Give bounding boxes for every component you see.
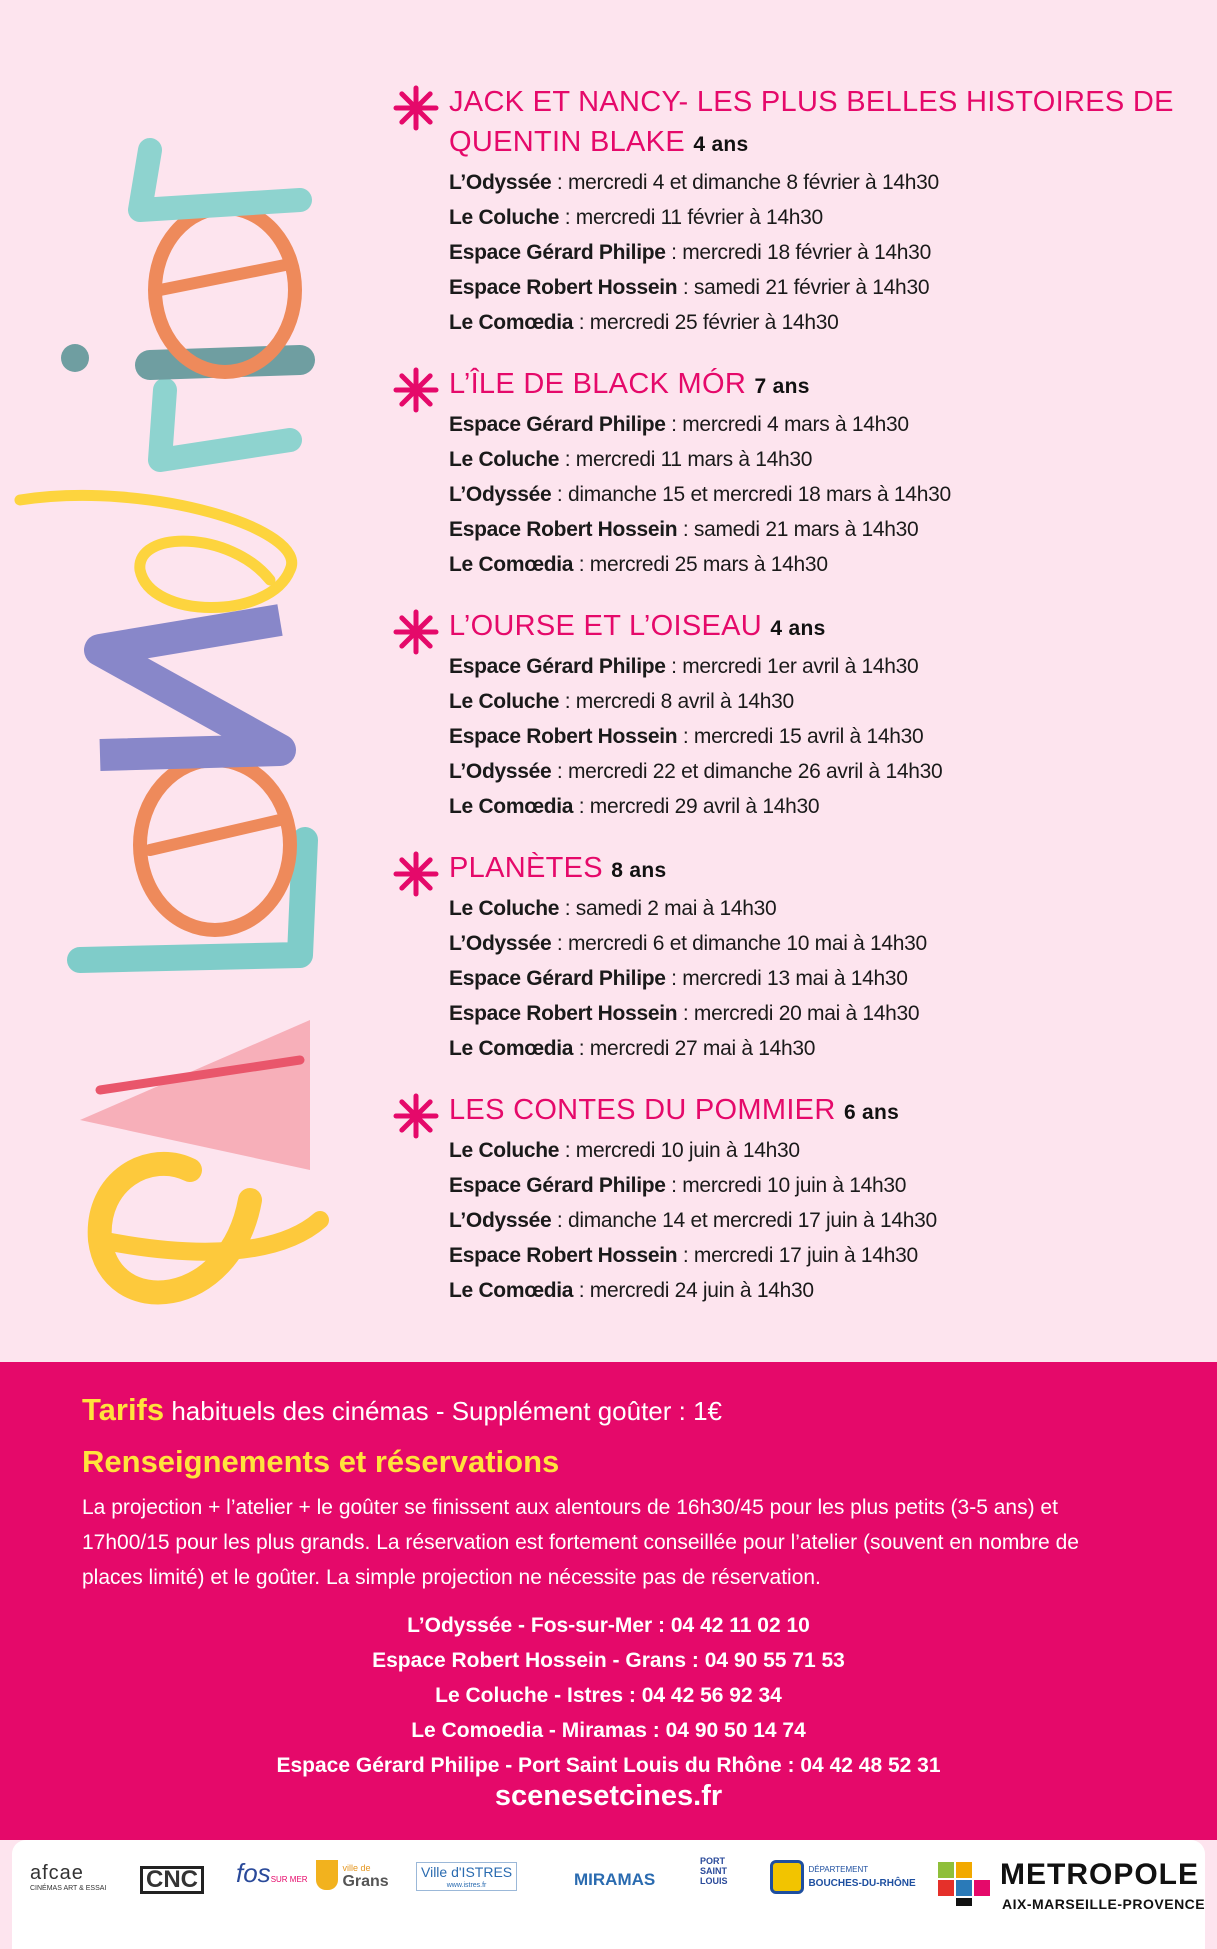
- venue-name: Espace Gérard Philipe: [449, 1174, 666, 1197]
- venue-name: Le Coluche: [449, 206, 560, 229]
- film-block: [392, 364, 1192, 582]
- screening-date: : mercredi 10 juin à 14h30: [665, 1174, 907, 1197]
- age-badge: 8 ans: [611, 859, 667, 882]
- calendrier-lettering-art: [0, 60, 360, 1340]
- venue-name: Le Coluche: [449, 690, 560, 713]
- venue-name: Le Comœdia: [449, 795, 574, 818]
- metropole-title: METROPOLE: [1000, 1858, 1200, 1891]
- screening-date: : mercredi 11 février à 14h30: [559, 206, 823, 229]
- screening-row: [449, 407, 1192, 442]
- age-badge: 4 ans: [693, 133, 749, 156]
- tarifs-lead: Tarifs: [82, 1392, 165, 1427]
- screening-row: [449, 1133, 1192, 1168]
- screening-date: : mercredi 4 et dimanche 8 février à 14h30: [551, 171, 939, 194]
- grans-logo: ville de Grans: [316, 1860, 389, 1890]
- asterisk-icon: [392, 850, 440, 898]
- screening-row: [449, 477, 1192, 512]
- screening-row: [449, 235, 1192, 270]
- venue-name: Le Comœdia: [449, 311, 574, 334]
- screening-date: : mercredi 6 et dimanche 10 mai à 14h30: [551, 932, 927, 955]
- screening-date: : dimanche 15 et mercredi 18 mars à 14h30: [551, 483, 951, 506]
- screening-row: [449, 200, 1192, 235]
- screening-date: : mercredi 29 avril à 14h30: [573, 795, 820, 818]
- screening-row: [449, 1031, 1192, 1066]
- venue-name: Espace Gérard Philipe: [449, 967, 666, 990]
- screening-date: : samedi 2 mai à 14h30: [559, 897, 777, 920]
- screening-row: [449, 1168, 1192, 1203]
- venue-name: Espace Robert Hossein: [449, 276, 678, 299]
- screening-row: [449, 996, 1192, 1031]
- screening-row: [449, 1273, 1192, 1308]
- contact-line: Le Coluche - Istres : 04 42 56 92 34: [435, 1684, 782, 1707]
- venue-name: Espace Robert Hossein: [449, 725, 678, 748]
- screening-date: : mercredi 10 juin à 14h30: [559, 1139, 800, 1162]
- screening-date: : dimanche 14 et mercredi 17 juin à 14h30: [551, 1209, 937, 1232]
- screening-row: [449, 891, 1192, 926]
- film-title: [449, 606, 1192, 649]
- port-saint-louis-logo: PORT SAINT LOUIS: [700, 1856, 728, 1886]
- venue-name: Espace Gérard Philipe: [449, 413, 666, 436]
- screening-date: : mercredi 25 mars à 14h30: [573, 553, 828, 576]
- metropole-subtitle: AIX-MARSEILLE-PROVENCE: [1002, 1896, 1206, 1912]
- screening-row: [449, 789, 1192, 824]
- contact-list: [0, 1608, 1217, 1783]
- venue-name: Le Comœdia: [449, 1037, 574, 1060]
- screening-date: : mercredi 17 juin à 14h30: [677, 1244, 918, 1267]
- film-block: [392, 1090, 1192, 1308]
- tarifs-text: habituels des cinémas - Supplément goûter : 1€: [164, 1396, 723, 1426]
- film-block: [392, 606, 1192, 824]
- screening-date: : mercredi 18 février à 14h30: [665, 241, 931, 264]
- miramas-logo: MIRAMAS: [574, 1870, 656, 1889]
- screening-date: : mercredi 20 mai à 14h30: [677, 1002, 920, 1025]
- info-section: [0, 1362, 1217, 1840]
- film-title: [449, 1090, 1192, 1133]
- screening-date: : mercredi 8 avril à 14h30: [559, 690, 794, 713]
- screening-date: : mercredi 24 juin à 14h30: [573, 1279, 814, 1302]
- screening-row: [449, 754, 1192, 789]
- contact-line: Espace Robert Hossein - Grans : 04 90 55 71 53: [372, 1649, 845, 1672]
- asterisk-icon: [392, 608, 440, 656]
- venue-name: Le Coluche: [449, 448, 560, 471]
- info-body: La projection + l’atelier + le goûter se finissent aux alentours de 16h30/45 pour les plus petits (3-5 ans) et 17h00/15 pour les plus grands. La réservation est fortement conseillée pour l’atelier (souvent en nombre de places limité) et le goûter. La simple projection ne nécessite pas de réservation.: [82, 1496, 1079, 1589]
- age-badge: 4 ans: [770, 617, 826, 640]
- asterisk-icon: [392, 1092, 440, 1140]
- screening-date: : mercredi 22 et dimanche 26 avril à 14h30: [551, 760, 943, 783]
- screening-row: [449, 442, 1192, 477]
- screening-row: [449, 547, 1192, 582]
- venue-name: Espace Robert Hossein: [449, 518, 678, 541]
- screening-row: [449, 649, 1192, 684]
- tarifs-line: [82, 1392, 722, 1428]
- partner-logos: [12, 1840, 1205, 1949]
- film-title-text: PLANÈTES: [449, 852, 603, 884]
- age-badge: 7 ans: [754, 375, 810, 398]
- screening-date: : mercredi 27 mai à 14h30: [573, 1037, 816, 1060]
- screening-date: : mercredi 4 mars à 14h30: [665, 413, 909, 436]
- screening-row: [449, 305, 1192, 340]
- screening-row: [449, 1203, 1192, 1238]
- venue-name: Le Coluche: [449, 897, 560, 920]
- asterisk-icon: [392, 366, 440, 414]
- renseignements-title: Renseignements et réservations: [82, 1444, 560, 1479]
- venue-name: L’Odyssée: [449, 483, 552, 506]
- screening-date: : mercredi 15 avril à 14h30: [677, 725, 924, 748]
- venue-name: L’Odyssée: [449, 760, 552, 783]
- film-title-text: LES CONTES DU POMMIER: [449, 1094, 836, 1126]
- venue-name: Le Comœdia: [449, 553, 574, 576]
- film-title: [449, 82, 1192, 165]
- afcae-logo: afcae CINÉMAS ART & ESSAI: [30, 1862, 107, 1892]
- screening-row: [449, 165, 1192, 200]
- metropole-mark-icon: [936, 1858, 992, 1908]
- venue-name: L’Odyssée: [449, 1209, 552, 1232]
- film-title: [449, 364, 1192, 407]
- screening-date: : mercredi 11 mars à 14h30: [559, 448, 813, 471]
- fos-logo: fosSUR MER: [236, 1858, 308, 1888]
- contact-line: Le Comoedia - Miramas : 04 90 50 14 74: [411, 1719, 806, 1742]
- screening-row: [449, 926, 1192, 961]
- venue-name: L’Odyssée: [449, 932, 552, 955]
- screening-row: [449, 270, 1192, 305]
- venue-name: Espace Robert Hossein: [449, 1244, 678, 1267]
- contact-line: L’Odyssée - Fos-sur-Mer : 04 42 11 02 10: [407, 1614, 810, 1637]
- venue-name: Le Coluche: [449, 1139, 560, 1162]
- screening-date: : samedi 21 février à 14h30: [677, 276, 930, 299]
- film-list: [392, 82, 1192, 1332]
- contact-line: Espace Gérard Philipe - Port Saint Louis du Rhône : 04 42 48 52 31: [276, 1754, 941, 1777]
- screening-row: [449, 512, 1192, 547]
- asterisk-icon: [392, 84, 440, 132]
- film-title-text: L’OURSE ET L’OISEAU: [449, 610, 763, 642]
- website-link[interactable]: scenesetcines.fr: [494, 1780, 723, 1812]
- screening-date: : samedi 21 mars à 14h30: [677, 518, 919, 541]
- film-title-text: JACK ET NANCY- LES PLUS BELLES HISTOIRES DE QUENTIN BLAKE: [449, 86, 1174, 158]
- age-badge: 6 ans: [843, 1101, 900, 1124]
- screening-date: : mercredi 25 février à 14h30: [573, 311, 839, 334]
- venue-name: L’Odyssée: [449, 171, 552, 194]
- film-block: [392, 82, 1192, 340]
- screening-row: [449, 961, 1192, 996]
- venue-name: Espace Gérard Philipe: [449, 655, 666, 678]
- istres-logo: Ville d'ISTRES www.istres.fr: [416, 1862, 517, 1891]
- venue-name: Espace Robert Hossein: [449, 1002, 678, 1025]
- cnc-logo: CNC: [140, 1866, 204, 1894]
- screening-date: : mercredi 13 mai à 14h30: [665, 967, 908, 990]
- venue-name: Espace Gérard Philipe: [449, 241, 666, 264]
- film-title-text: L’ÎLE DE BLACK MÓR: [449, 368, 747, 400]
- venue-name: Le Comœdia: [449, 1279, 574, 1302]
- film-block: [392, 848, 1192, 1066]
- film-title: [449, 848, 1192, 891]
- screening-row: [449, 684, 1192, 719]
- screening-row: [449, 719, 1192, 754]
- screening-date: : mercredi 1er avril à 14h30: [665, 655, 919, 678]
- screening-row: [449, 1238, 1192, 1273]
- departement-logo: DÉPARTEMENT BOUCHES-DU-RHÔNE: [770, 1860, 916, 1894]
